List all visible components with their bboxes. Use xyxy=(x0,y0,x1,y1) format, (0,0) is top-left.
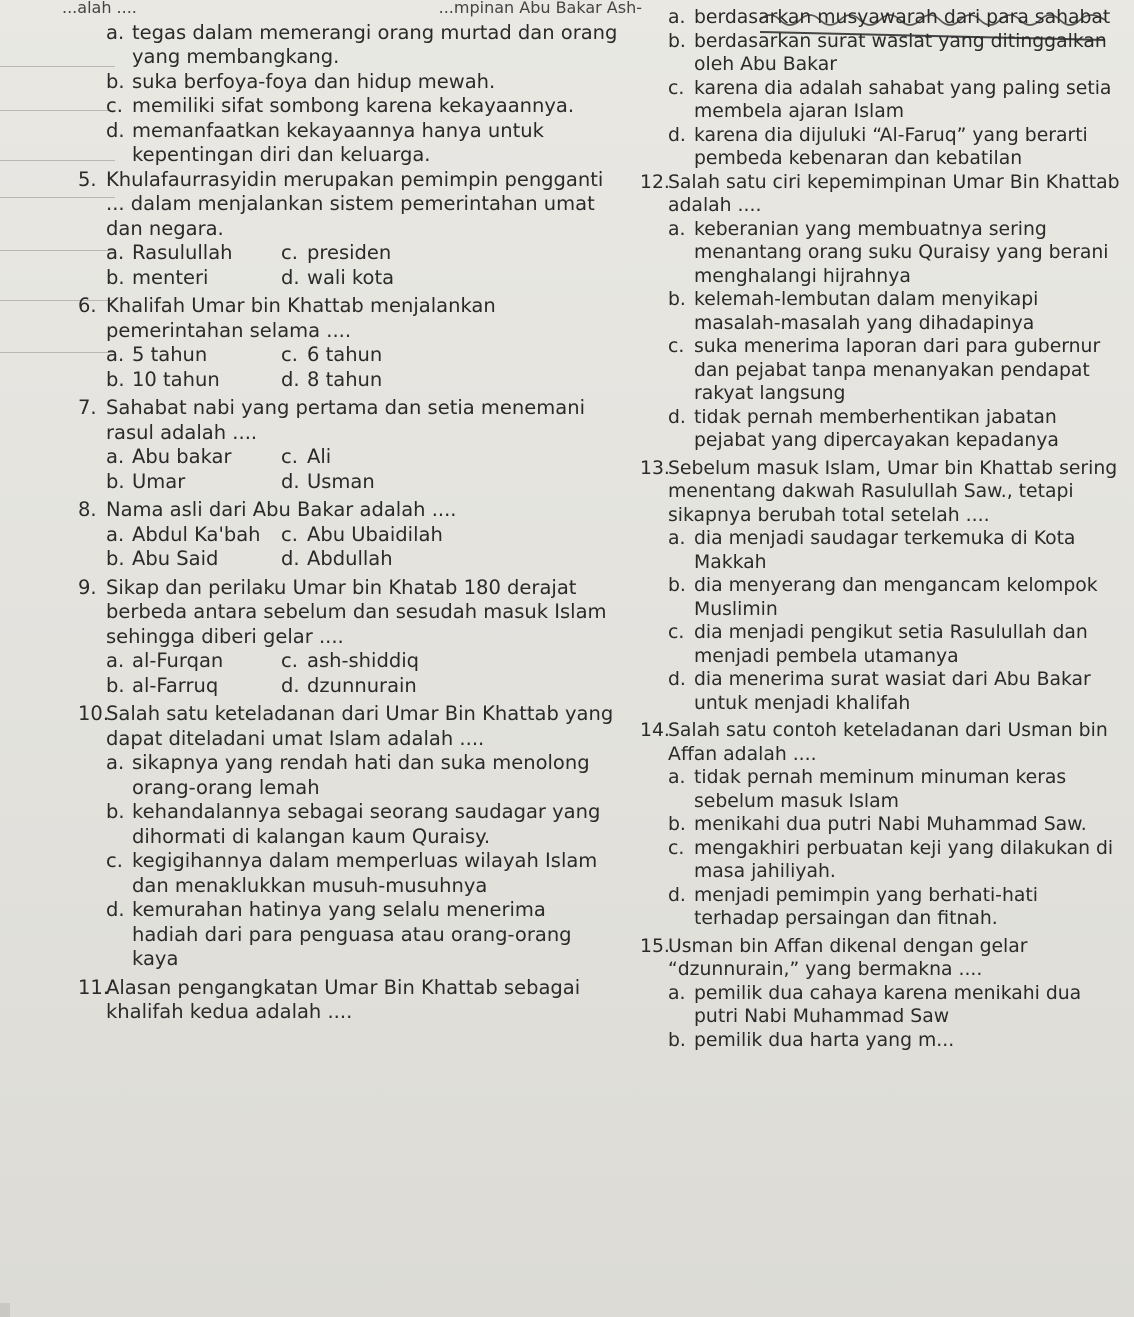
option xyxy=(106,241,281,266)
option-letter: a. xyxy=(668,218,686,240)
option-text: Abdullah xyxy=(307,547,393,570)
option-text: kemurahan hatinya yang selalu menerima hadiah dari para penguasa atau orang-orang kaya xyxy=(132,898,572,970)
option-text: ash-shiddiq xyxy=(307,649,419,672)
option xyxy=(281,241,618,266)
option-letter: c. xyxy=(106,849,123,872)
option xyxy=(281,674,618,699)
option-letter: c. xyxy=(668,77,685,99)
option xyxy=(78,70,618,95)
question-stem xyxy=(78,294,618,343)
question-text: Nama asli dari Abu Bakar adalah .... xyxy=(106,498,457,521)
right-column xyxy=(640,6,1120,1056)
question-number: 8. xyxy=(78,498,97,521)
option-letter: c. xyxy=(281,241,298,264)
question-text: Salah satu contoh keteladanan dari Usman bin Affan adalah .... xyxy=(668,720,1108,765)
question xyxy=(78,294,618,392)
option-text: kegigihannya dalam memperluas wilayah Islam dan menaklukkan musuh-musuhnya xyxy=(132,849,598,897)
option-text: tidak pernah meminum minuman keras sebelum masuk Islam xyxy=(694,767,1067,812)
option xyxy=(106,674,281,699)
option-letter: a. xyxy=(106,20,125,44)
option xyxy=(106,547,281,572)
question-text: Khalifah Umar bin Khattab menjalankan pemerintahan selama .... xyxy=(106,294,496,342)
option-text: karena dia adalah sahabat yang paling setia membela ajaran Islam xyxy=(694,77,1112,122)
option-text: presiden xyxy=(307,241,392,264)
option-letter: d. xyxy=(281,469,300,493)
option-text: Rasulullah xyxy=(132,241,233,264)
option xyxy=(281,470,618,495)
option xyxy=(106,445,281,470)
option-letter: d. xyxy=(668,884,686,906)
option xyxy=(78,849,618,898)
option-text: tidak pernah memberhentikan jabatan pejabat yang dipercayakan kepadanya xyxy=(694,406,1059,451)
option-letter: d. xyxy=(668,669,686,690)
option-text: wali kota xyxy=(307,265,395,289)
question-number: 13. xyxy=(640,457,670,479)
question-text: Salah satu ciri kepemimpinan Umar Bin Khattab adalah .... xyxy=(668,171,1120,216)
question-stem xyxy=(640,457,1120,528)
option-text: Abu Said xyxy=(132,547,219,570)
question-stem xyxy=(78,498,618,523)
option-text: tegas dalam memerangi orang murtad dan orang yang membangkang. xyxy=(132,20,618,68)
option-letter: a. xyxy=(106,241,125,264)
option-text: Abu Ubaidilah xyxy=(307,522,443,546)
option-text: 10 tahun xyxy=(132,367,220,391)
question-stem xyxy=(640,171,1120,218)
option-text: Ali xyxy=(307,445,332,468)
option xyxy=(640,406,1120,453)
option-letter: b. xyxy=(668,814,686,835)
question xyxy=(78,702,618,972)
option-letter: c. xyxy=(281,522,298,546)
option xyxy=(281,547,618,572)
option-letter: d. xyxy=(281,367,300,391)
options-grid xyxy=(78,445,618,494)
option xyxy=(78,21,618,70)
question-text: Sahabat nabi yang pertama dan setia menemani rasul adalah .... xyxy=(106,396,585,444)
question-number: 6. xyxy=(78,294,97,317)
question-text: Khulafaurrasyidin merupakan pemimpin pengganti ... dalam menjalankan sistem pemerintahan umat dan negara. xyxy=(106,167,604,240)
option xyxy=(281,266,618,291)
option-letter: c. xyxy=(281,649,298,672)
option-text: Abu bakar xyxy=(132,445,232,468)
option-text: Usman xyxy=(307,469,375,493)
option-text: berdasarkan musyawarah dari para sahabat xyxy=(694,7,1111,28)
question-text: Salah satu keteladanan dari Umar Bin Khattab yang dapat diteladani umat Islam adalah .... xyxy=(106,702,614,750)
option-text: kehandalannya sebagai seorang saudagar yang dihormati di kalangan kaum Quraisy. xyxy=(132,800,601,848)
option-text: sikapnya yang rendah hati dan suka menolong orang-orang lemah xyxy=(132,751,590,799)
option-text: al-Farruq xyxy=(132,673,219,697)
option xyxy=(106,343,281,368)
question xyxy=(640,719,1120,931)
option xyxy=(640,982,1120,1029)
question-number: 5. xyxy=(78,167,97,191)
question xyxy=(640,171,1120,453)
option-letter: a. xyxy=(106,343,125,366)
options-grid xyxy=(78,241,618,290)
question-number: 7. xyxy=(78,396,97,419)
option-text: Umar xyxy=(132,469,186,493)
corner-mark xyxy=(0,1303,10,1317)
option-text: menjadi pemimpin yang berhati-hati terhadap persaingan dan fitnah. xyxy=(694,884,1038,929)
question-stem xyxy=(78,168,618,242)
option xyxy=(78,751,618,800)
option xyxy=(640,30,1120,77)
option-letter: d. xyxy=(668,406,686,428)
option xyxy=(281,523,618,548)
left-column xyxy=(62,0,642,1029)
option xyxy=(640,218,1120,289)
question xyxy=(78,576,618,699)
option-letter: a. xyxy=(668,767,686,788)
option-letter: c. xyxy=(668,336,685,357)
option-text: dia menerima surat wasiat dari Abu Bakar untuk menjadi khalifah xyxy=(694,669,1091,714)
option xyxy=(106,523,281,548)
option-text: pemilik dua harta yang m... xyxy=(694,1029,955,1051)
question xyxy=(78,168,618,291)
option-letter: a. xyxy=(668,528,686,549)
option-text: al-Furqan xyxy=(132,649,224,672)
option xyxy=(106,266,281,291)
option-letter: d. xyxy=(106,898,125,921)
option-letter: a. xyxy=(106,445,125,468)
option-letter: d. xyxy=(281,547,300,570)
option-letter: b. xyxy=(106,800,125,823)
option xyxy=(640,837,1120,884)
option-letter: b. xyxy=(106,673,125,697)
option-letter: b. xyxy=(668,575,686,596)
option xyxy=(106,368,281,393)
option xyxy=(640,77,1120,124)
header-fragment-left: ...alah .... xyxy=(62,0,137,17)
option-text: pemilik dua cahaya karena menikahi dua putri Nabi Muhammad Saw xyxy=(694,982,1082,1027)
option xyxy=(78,898,618,972)
option xyxy=(78,94,618,119)
header-fragment-right: ...mpinan Abu Bakar Ash- xyxy=(438,0,642,17)
question-stem xyxy=(640,719,1120,766)
option-letter: c. xyxy=(668,837,685,859)
option xyxy=(640,1029,1120,1053)
question-text: Usman bin Affan dikenal dengan gelar “dzunnurain,” yang bermakna .... xyxy=(668,935,1028,980)
option-text: menteri xyxy=(132,265,209,289)
option-text: dia menjadi pengikut setia Rasulullah dan menjadi pembela utamanya xyxy=(694,622,1088,667)
option-text: dia menyerang dan mengancam kelompok Muslimin xyxy=(694,575,1098,620)
option-letter: b. xyxy=(106,547,125,570)
question-stem xyxy=(78,702,618,751)
option xyxy=(106,470,281,495)
question xyxy=(78,976,618,1025)
option-letter: a. xyxy=(106,649,125,672)
option xyxy=(281,445,618,470)
question xyxy=(78,396,618,494)
question-number: 12. xyxy=(640,171,670,193)
option xyxy=(640,6,1120,30)
option xyxy=(78,119,618,168)
question xyxy=(78,498,618,572)
option-text: keberanian yang membuatnya sering menantang orang suku Quraisy yang berani menghalangi hijrahnya xyxy=(694,218,1109,287)
q11-options xyxy=(640,6,1120,171)
option-text: 8 tahun xyxy=(307,367,383,391)
option xyxy=(281,343,618,368)
question-text: Alasan pengangkatan Umar Bin Khattab sebagai khalifah kedua adalah .... xyxy=(106,975,581,1023)
option xyxy=(640,621,1120,668)
option-text: mengakhiri perbuatan keji yang dilakukan di masa jahiliyah. xyxy=(694,837,1114,882)
question-text: Sikap dan perilaku Umar bin Khatab 180 derajat berbeda antara sebelum dan sesudah masuk Islam sehingga diberi gelar .... xyxy=(106,575,607,648)
option-letter: d. xyxy=(281,265,300,289)
option xyxy=(640,335,1120,406)
option-letter: c. xyxy=(281,445,298,468)
option-letter: a. xyxy=(668,982,686,1004)
option-letter: d. xyxy=(106,118,125,142)
option-text: berdasarkan surat wasiat yang ditinggalkan oleh Abu Bakar xyxy=(694,30,1107,75)
option xyxy=(640,766,1120,813)
options-grid xyxy=(78,523,618,572)
option-text: memiliki sifat sombong karena kekayaannya. xyxy=(132,94,575,117)
option-letter: a. xyxy=(668,7,686,28)
options-grid xyxy=(78,649,618,698)
option-text: suka berfoya-foya dan hidup mewah. xyxy=(132,69,496,93)
option-letter: b. xyxy=(668,30,686,52)
option-letter: d. xyxy=(668,124,686,146)
question-stem xyxy=(78,576,618,650)
question-number: 11. xyxy=(78,975,110,999)
option-text: kelemah-lembutan dalam menyikapi masalah-masalah yang dihadapinya xyxy=(694,289,1039,334)
option-letter: b. xyxy=(106,469,125,493)
question xyxy=(640,935,1120,1053)
option-text: Abdul Ka'bah xyxy=(132,522,261,546)
option xyxy=(640,527,1120,574)
option-letter: b. xyxy=(668,289,686,310)
option xyxy=(281,649,618,674)
option-letter: c. xyxy=(106,94,123,117)
question-text: Sebelum masuk Islam, Umar bin Khattab sering menentang dakwah Rasulullah Saw., tetapi sikapnya berubah total setelah .... xyxy=(668,457,1118,526)
question-stem xyxy=(78,976,618,1025)
option xyxy=(640,288,1120,335)
option-text: 5 tahun xyxy=(132,343,208,366)
option-letter: d. xyxy=(281,673,300,697)
option xyxy=(640,813,1120,837)
question xyxy=(640,457,1120,716)
option-text: memanfaatkan kekayaannya hanya untuk kepentingan diri dan keluarga. xyxy=(132,118,544,166)
question-stem xyxy=(78,396,618,445)
option xyxy=(640,574,1120,621)
left-questions xyxy=(78,168,618,1025)
question-number: 15. xyxy=(640,935,670,957)
option xyxy=(106,649,281,674)
option-text: menikahi dua putri Nabi Muhammad Saw. xyxy=(694,814,1087,835)
option-text: dzunnurain xyxy=(307,673,417,697)
q4-options xyxy=(78,21,618,168)
option xyxy=(640,124,1120,171)
option-letter: a. xyxy=(106,751,125,774)
question-stem xyxy=(640,935,1120,982)
option-letter: a. xyxy=(106,522,125,546)
question-number: 9. xyxy=(78,575,97,599)
option-letter: b. xyxy=(668,1029,686,1051)
option-text: suka menerima laporan dari para gubernur dan pejabat tanpa menanyakan pendapat rakyat langsung xyxy=(694,336,1101,404)
option xyxy=(640,668,1120,715)
option-letter: b. xyxy=(106,69,125,93)
question-number: 10. xyxy=(78,702,110,725)
right-questions xyxy=(640,171,1120,1053)
option-letter: b. xyxy=(106,265,125,289)
option-text: 6 tahun xyxy=(307,343,383,366)
option-letter: c. xyxy=(281,343,298,366)
options-grid xyxy=(78,343,618,392)
option xyxy=(78,800,618,849)
option xyxy=(640,884,1120,931)
option xyxy=(281,368,618,393)
option-letter: b. xyxy=(106,367,125,391)
question-number: 14. xyxy=(640,720,670,741)
option-text: karena dia dijuluki “Al-Faruq” yang berarti pembeda kebenaran dan kebatilan xyxy=(694,124,1088,169)
option-letter: c. xyxy=(668,622,685,643)
option-text: dia menjadi saudagar terkemuka di Kota Makkah xyxy=(694,528,1076,573)
